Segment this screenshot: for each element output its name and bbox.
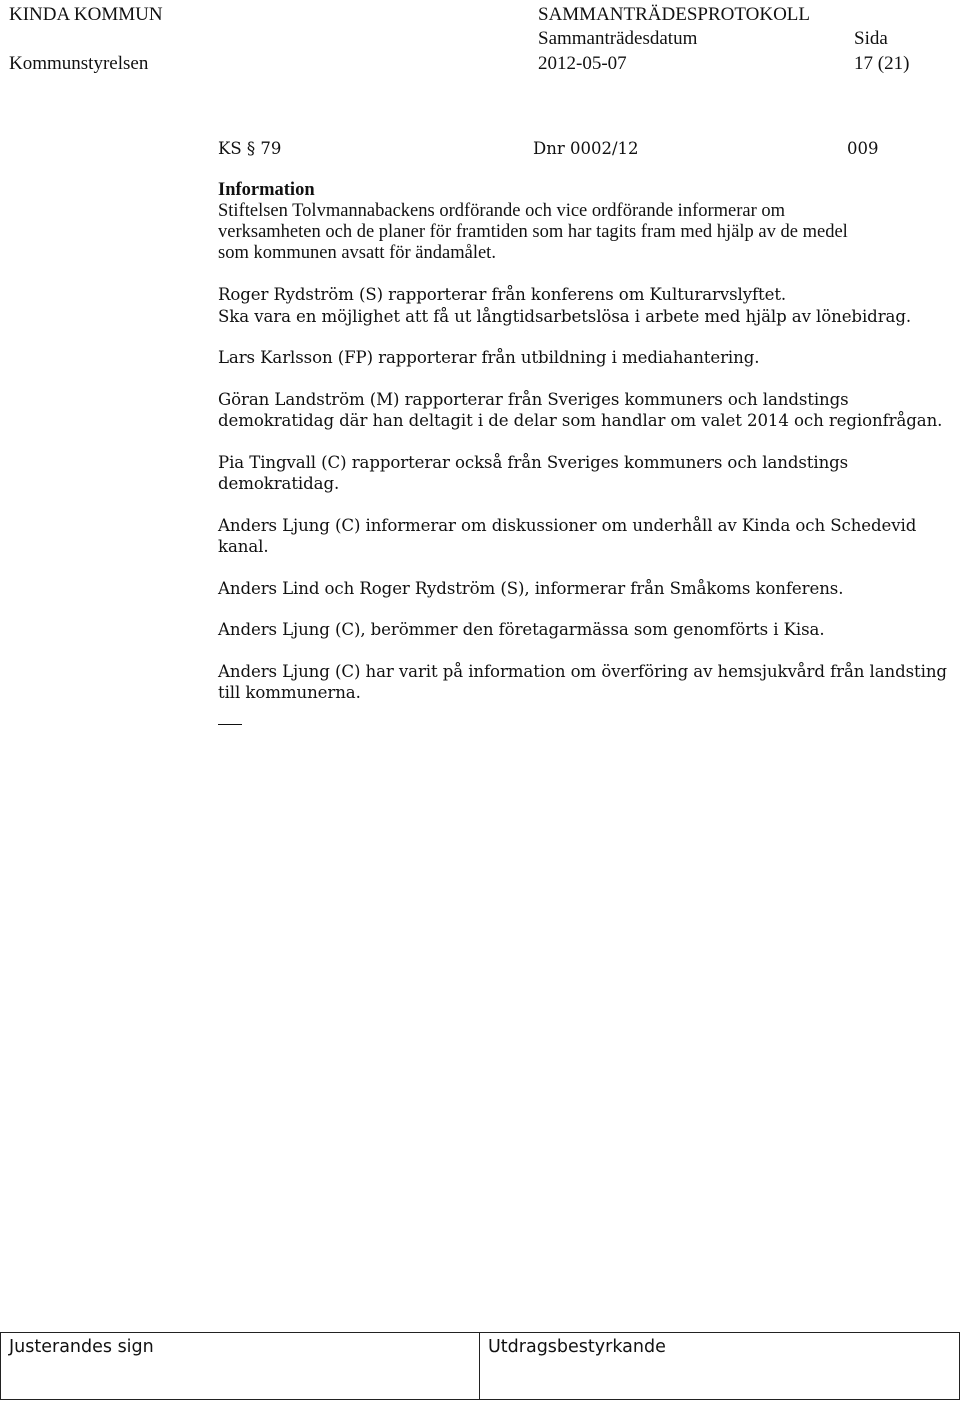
page-label: Sida [854,28,888,49]
paragraph [218,452,948,495]
date-label: Sammanträdesdatum [538,28,698,49]
paragraph [218,619,948,641]
intro-line: Stiftelsen Tolvmannabackens ordförande och vice ordförande informerar om [218,201,786,221]
paragraph-line: Göran Landström (M) rapporterar från Sveriges kommuners och landstings [218,389,849,409]
paragraph-line: Anders Lind och Roger Rydström (S), informerar från Småkoms konferens. [218,578,844,598]
paragraph [218,347,948,369]
intro-paragraph [218,180,948,264]
paragraph-line: demokratidag där han deltagit i de delar som handlar om valet 2014 och regionfrågan. [218,411,943,430]
paragraph-line: Anders Ljung (C) informerar om diskussioner om underhåll av Kinda och Schedevid [218,515,917,535]
end-of-section-rule [218,724,242,725]
paragraph [218,284,948,327]
paragraph-line: Anders Ljung (C) har varit på information om överföring av hemsjukvård från landsting [218,661,947,681]
paragraph-line: Ska vara en möjlighet att få ut långtidsarbetslösa i arbete med hjälp av lönebidrag. [218,306,912,326]
paragraph-line: kanal. [218,537,269,556]
paragraph-line: Roger Rydström (S) rapporterar från konferens om Kulturarvslyftet. [218,285,787,304]
committee-name: Kommunstyrelsen [9,53,149,74]
case-dnr: Dnr 0002/12 [533,139,639,158]
paragraph [218,661,948,704]
paragraph-line: till kommunerna. [218,683,361,702]
paragraph-line: demokratidag. [218,474,340,493]
utdragsbestyrkande-label: Utdragsbestyrkande [488,1337,666,1357]
paragraph-line: Pia Tingvall (C) rapporterar också från Sveriges kommuners och landstings [218,452,849,472]
protocol-title: SAMMANTRÄDESPROTOKOLL [538,4,811,25]
page-number: 17 (21) [854,53,910,74]
section-heading: Information [218,180,315,200]
org-name: KINDA KOMMUN [9,4,163,25]
meeting-date: 2012-05-07 [538,53,627,74]
paragraph [218,515,948,558]
paragraph [218,578,948,600]
intro-line: verksamheten och de planer för framtiden som har tagits fram med hjälp av de medel [218,222,848,242]
utdragsbestyrkande-box [479,1332,960,1400]
case-code: 009 [847,139,879,158]
signature-footer [0,1332,960,1400]
paragraph-line: Lars Karlsson (FP) rapporterar från utbildning i mediahantering. [218,348,760,367]
intro-line: som kommunen avsatt för ändamålet. [218,243,496,263]
justerandes-sign-box [0,1332,480,1400]
section-number: KS § 79 [218,139,282,158]
justerandes-sign-label: Justerandes sign [9,1337,154,1357]
paragraph [218,389,948,432]
document-body [218,180,948,724]
paragraph-line: Anders Ljung (C), berömmer den företagarmässa som genomförts i Kisa. [218,620,825,639]
